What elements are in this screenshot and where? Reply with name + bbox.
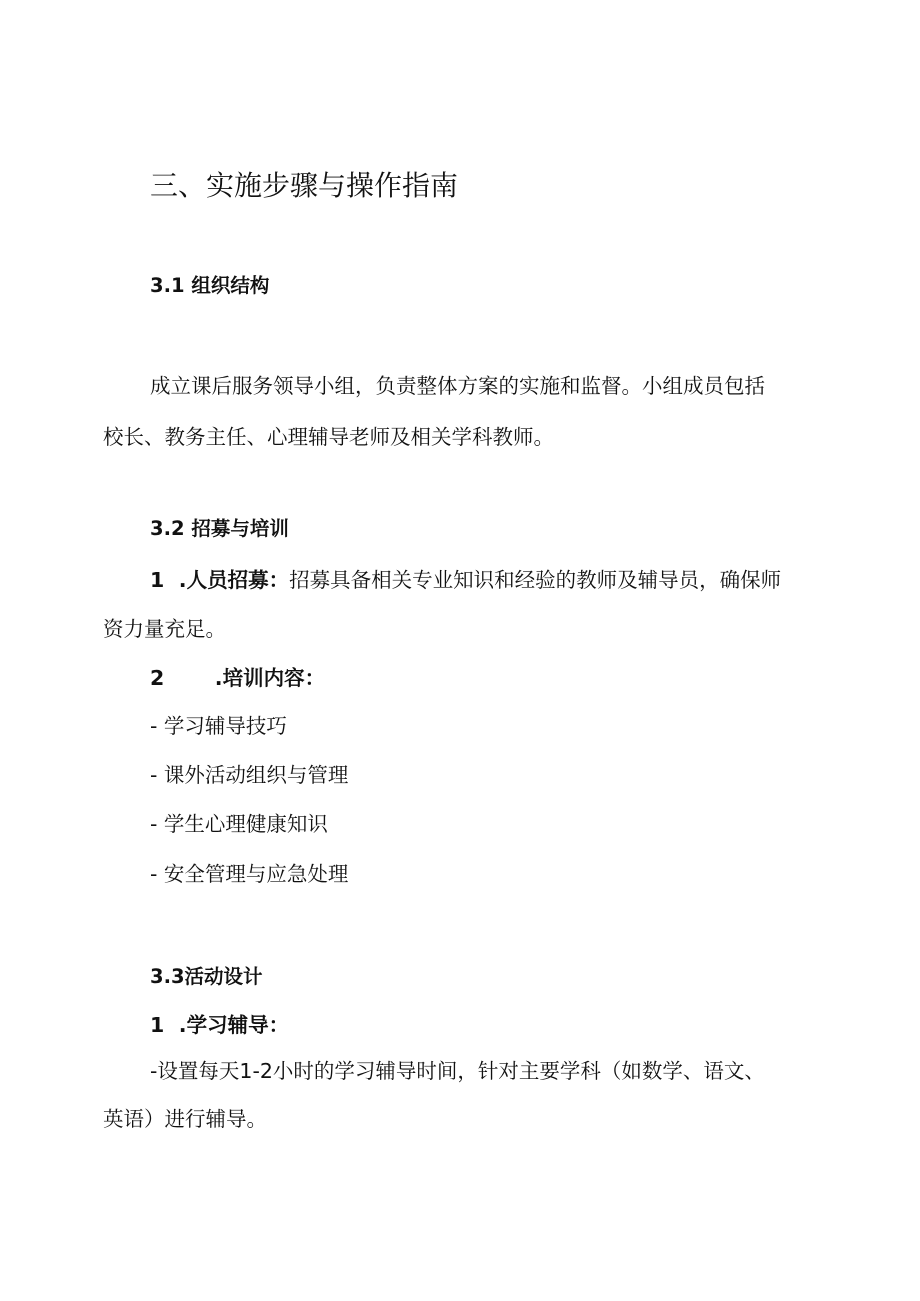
list-number: 1 xyxy=(150,1013,165,1037)
bullet-item: - 安全管理与应急处理 xyxy=(150,862,349,886)
heading-3-1: 3.1 组织结构 xyxy=(150,274,270,297)
section-title: 三、实施步骤与操作指南 xyxy=(150,169,459,202)
list-item-recruitment-continued: 资力量充足。 xyxy=(103,617,226,641)
paragraph-3-3-line-2: 英语）进行辅导。 xyxy=(103,1107,267,1131)
bullet-item: - 学生心理健康知识 xyxy=(150,812,328,836)
list-number: 2 xyxy=(150,666,165,690)
list-label: .学习辅导： xyxy=(178,1013,290,1037)
bullet-item: - 学习辅导技巧 xyxy=(150,714,287,738)
list-text: 招募具备相关专业知识和经验的教师及辅导员，确保师 xyxy=(289,568,782,592)
heading-3-2: 3.2 招募与培训 xyxy=(150,517,289,540)
list-label: .培训内容： xyxy=(214,666,326,690)
paragraph-3-1-line-2: 校长、教务主任、心理辅导老师及相关学科教师。 xyxy=(103,425,554,449)
list-item-training xyxy=(150,664,325,692)
list-item-study-tutoring xyxy=(150,1011,289,1039)
heading-3-3: 3.3活动设计 xyxy=(150,965,263,988)
paragraph-3-1-line-1: 成立课后服务领导小组，负责整体方案的实施和监督。小组成员包括 xyxy=(150,374,765,398)
paragraph-3-3-line-1: -设置每天1-2小时的学习辅导时间，针对主要学科（如数学、语文、 xyxy=(150,1059,765,1083)
list-item-recruitment xyxy=(150,566,781,594)
list-number: 1 xyxy=(150,568,165,592)
list-label: .人员招募： xyxy=(178,568,290,592)
bullet-item: - 课外活动组织与管理 xyxy=(150,763,349,787)
